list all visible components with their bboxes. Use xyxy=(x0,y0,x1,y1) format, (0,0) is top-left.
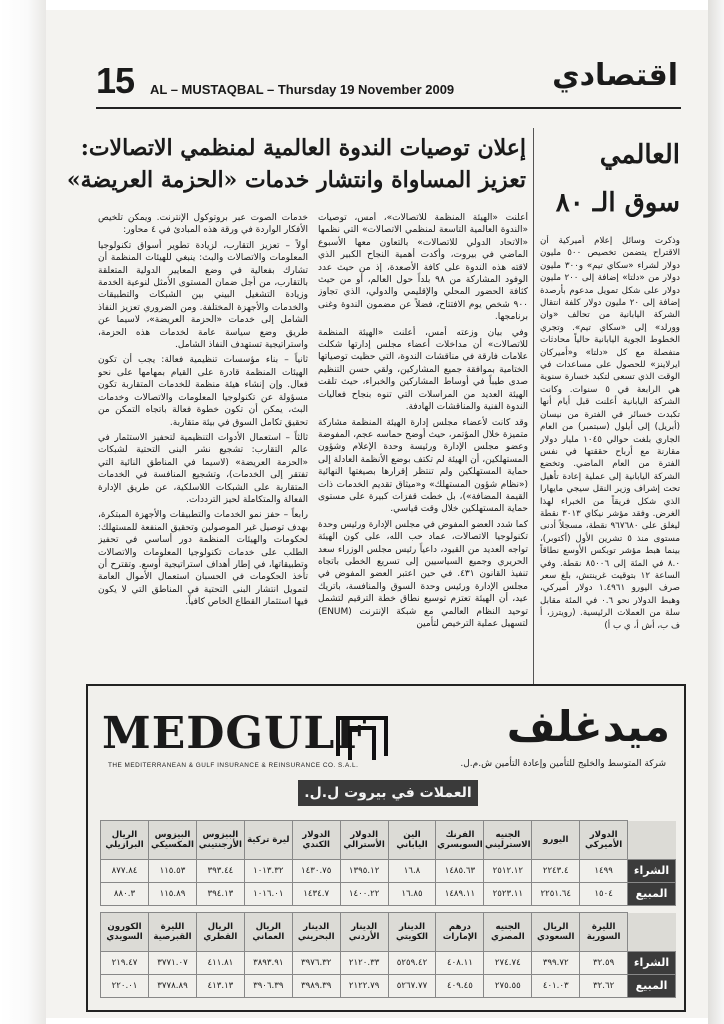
sell-rate: ١٤٣٤.٧ xyxy=(292,883,340,906)
buy-rate: ١٦.٨ xyxy=(388,860,436,883)
sell-row xyxy=(101,883,676,906)
currency-name: اليورو xyxy=(532,821,580,860)
company-name-en: THE MEDITERRANEAN & GULF INSURANCE & REINSURANCE CO. S.A.L. xyxy=(108,762,359,769)
buy-rate: ١١٥.٥٣ xyxy=(149,860,197,883)
buy-rate: ٢٢٤٣.٤ xyxy=(532,860,580,883)
sell-rate: ١٦.٨٥ xyxy=(388,883,436,906)
paragraph: ثانياً – بناء مؤسسات تنظيمية فعالة: يجب أن تكون الهيئات المنظمة قادرة على القيام بمهامها على نحو فعال. وإن إنشاء هيئة منظمة للخدمات المتقاربة تكون مسؤولة عن تكنولوجيا المعلومات والاتصالات وخدمات البث، يمكن أن تكون خطوة فعالة باتجاه التمكن من تحقيق تكامل السوق في بيئة متقاربة. xyxy=(98,355,308,428)
buy-row xyxy=(101,860,676,883)
currency-name: الريال البرازيلي xyxy=(101,821,149,860)
medgulf-advertisement xyxy=(86,684,686,1012)
currency-table-2 xyxy=(100,912,676,998)
sell-rate: ٤٠٩.٤٥ xyxy=(436,975,484,998)
buy-rate: ١٤٣٠.٧٥ xyxy=(292,860,340,883)
right-column-article xyxy=(540,130,680,695)
table-corner xyxy=(628,913,676,952)
page-header xyxy=(96,58,696,108)
sell-rate: ٢٢٠.٠١ xyxy=(101,975,149,998)
currency-name: الدولار الأميركي xyxy=(580,821,628,860)
buy-rate: ١٤٩٩ xyxy=(580,860,628,883)
brand-logo-en: MEDGULF xyxy=(102,708,368,759)
buy-rate: ١٤٨٥.٦٣ xyxy=(436,860,484,883)
table-corner xyxy=(628,821,676,860)
currency-name: الريال السعودي xyxy=(532,913,580,952)
currency-name: الين الياباني xyxy=(388,821,436,860)
table-header-row xyxy=(101,913,676,952)
buy-rate: ١٣٩٥.١٢ xyxy=(340,860,388,883)
buy-rate: ٣٧٧١.٠٧ xyxy=(149,952,197,975)
main-headline xyxy=(66,132,526,196)
buy-row xyxy=(101,952,676,975)
paragraph: خدمات الصوت عبر بروتوكول الإنترنت. ويمكن تلخيص الأفكار الواردة في ورقة هذه المبادئ في ٤ محاور: xyxy=(98,213,308,236)
buy-rate: ١٠١٣.٣٢ xyxy=(244,860,292,883)
buy-label: الشراء xyxy=(628,952,676,975)
sell-rate: ٣٢.٦٢ xyxy=(580,975,628,998)
currency-name: الليرة السورية xyxy=(580,913,628,952)
medgulf-emblem-icon xyxy=(336,716,388,756)
currency-name: البيزوس الأرجنتيني xyxy=(196,821,244,860)
sell-rate: ٤٠١.٠٣ xyxy=(532,975,580,998)
paragraph: أعلنت «الهيئة المنظمة للاتصالات»، أمس، توصيات «الندوة العالمية التاسعة لمنظمي الاتصالات» التي نظمها «الاتحاد الدولي للاتصالات» بالتعاون معها الأسبوع الماضي في بيروت، وأكدت أهمية النجاح الكبير الذي لاقته هذه الندوة على كافة الأصعدة، إذ من حيث عدد الوفود المشاركة من ٩٨ بلداً حول العالم، أو من حيث كثافة الحضور المحلي والإقليمي والدولي، الذي تجاوز ٩٠٠ شخص يوم الافتتاح، فضلاً عن مضمون الندوة وغنى برنامجها. xyxy=(318,213,528,323)
sell-rate: ٢٧٥.٥٥ xyxy=(484,975,532,998)
paragraph: رابعاً – حفز نمو الخدمات والتطبيقات والأجهزة المبتكرة، بهدف توصيل غير الموصولين وتحقيق المنفعة للمستهلك: لحكومات والهيئات المنظمة دور أساسي في تحفيز الطلب على خدمات تكنولوجيا المعلومات والاتصالات وتطبيقاتها، في إطار أهداف استراتيجية أوسع. وتقترح أن تأخذ الحكومات في الحسبان استعمال الأموال العامة لتمويل انتشار البنى التحتية في المناطق التي لا يكون فيها استثمار القطاع الخاص كافياً. xyxy=(98,510,308,608)
currency-name: درهم الإمارات xyxy=(436,913,484,952)
scan-edge-right xyxy=(708,0,724,1024)
buy-rate: ٢١٢٠.٣٣ xyxy=(340,952,388,975)
paragraph: وقد كانت لأعضاء مجلس إدارة الهيئة المنظمة مشاركة متميزة خلال المؤتمر، حيث أوضح حماسه عجم، المفوضة وعضو مجلس الإدارة ورئيسة وحدة الإعلام وشؤون المستهلكين، أن الهيئة لم تكتف بوضع الأنظمة العادلة إلى حماية المستهلكين ولم تنتظر إقرارها بصيغتها النهائية («نظام شؤون المستهلك» و«ميثاق تقديم الخدمات ذات القيمة المضافة»)، بل خطت قفزات كبيرة على مستوى حماية المستهلكين خلال وقت قياسي. xyxy=(318,417,528,515)
company-name-ar: شركة المتوسط والخليج للتأمين وإعادة التأمين ش.م.ل. xyxy=(460,759,666,769)
masthead: AL – MUSTAQBAL – Thursday 19 November 2009 xyxy=(150,82,455,97)
buy-rate: ٣٩٩.٧٢ xyxy=(532,952,580,975)
currency-name: الريال القطري xyxy=(196,913,244,952)
sell-rate: ٢١٢٢.٧٩ xyxy=(340,975,388,998)
paragraph: كما شدد العضو المفوض في مجلس الإدارة ورئيس وحدة تكنولوجيا الاتصالات، عماد حب الله، على كون الهيئة تواجه العديد من القيود، داعياً رئيس مجلس الوزراء سعد الحريري وجميع السياسيين إلى تسريع الخطى باتجاه تنفيذ القانون ٤٣١. في حين اعتبر العضو المفوض في مجلس الإدارة ورئيس وحدة السوق والمنافسة، باتريك عيد، أن الهيئة تعتزم توسيع نطاق خطة الترقيم لتشمل توحيد النظام العالمي مع شبكة الإنترنت (ENUM) لتسهيل عملية الترخيص لتأمين xyxy=(318,519,528,629)
sell-label: المبيع xyxy=(628,883,676,906)
sell-rate: ١٠١٦.٠١ xyxy=(244,883,292,906)
sell-rate: ١٥٠٤ xyxy=(580,883,628,906)
sell-label: المبيع xyxy=(628,975,676,998)
buy-rate: ٢٥١٢.١٢ xyxy=(484,860,532,883)
currency-name: الكورون السويدي xyxy=(101,913,149,952)
currency-name: الليرة القبرصية xyxy=(149,913,197,952)
currency-name: الريال العماني xyxy=(244,913,292,952)
sell-rate: ٣٧٧٨.٨٩ xyxy=(149,975,197,998)
column-divider xyxy=(533,128,534,693)
currency-name: الجنيه الاسترليني xyxy=(484,821,532,860)
headline-line-2: تعزيز المساواة وانتشار خدمات «الحزمة العريضة» xyxy=(66,167,526,193)
buy-rate: ٤١١.٨١ xyxy=(196,952,244,975)
scan-edge xyxy=(0,0,46,1024)
sell-rate: ١٤٠٠.٢٢ xyxy=(340,883,388,906)
currency-name: ليرة تركية xyxy=(244,821,292,860)
currency-banner: العملات في بيروت ل.ل. xyxy=(298,780,478,806)
sell-rate: ٨٨٠.٣ xyxy=(101,883,149,906)
sell-row xyxy=(101,975,676,998)
section-title: اقتصادي xyxy=(552,58,678,93)
buy-rate: ٣٢.٥٩ xyxy=(580,952,628,975)
buy-label: الشراء xyxy=(628,860,676,883)
headline-line-1: إعلان توصيات الندوة العالمية لمنظمي الاتصالات: xyxy=(80,135,526,161)
sell-rate: ٣٩٨٩.٣٩ xyxy=(292,975,340,998)
buy-rate: ٣٩٧٦.٣٢ xyxy=(292,952,340,975)
currency-name: الدولار الكندي xyxy=(292,821,340,860)
article-column-b xyxy=(98,212,308,694)
sell-rate: ١٤٨٩.١١ xyxy=(436,883,484,906)
currency-name: الدينار البحريني xyxy=(292,913,340,952)
sell-rate: ٢٢٥١.٦٤ xyxy=(532,883,580,906)
sell-rate: ٣٩٤.١٣ xyxy=(196,883,244,906)
sell-rate: ٣٩٠٦.٣٩ xyxy=(244,975,292,998)
currency-name: الدينار الكويتي xyxy=(388,913,436,952)
paragraph: أولاً – تعزيز التقارب، لزيادة تطوير أسواق تكنولوجيا المعلومات والاتصالات والبث: ينبغي للهيئات المنظمة أن تشارك بفعالية في وضع المعايير الدولية المتعلقة بالتقارب، من أجل ضمان المستوى الأمثل لنوعية الخدمة وزيادة التشغيل البيني بين الشبكات والتطبيقات والخدمات والأجهزة المختلفة. ومن الضروري تعزيز النفاذ الشامل إلى خدمات «الحزمة العريضة»، لاسيما عن طريق وضع سياسة عامة لخدمات هذه الحزمة، واستراتيجية تستهدف النفاذ الشامل. xyxy=(98,240,308,351)
buy-rate: ٢٧٤.٧٤ xyxy=(484,952,532,975)
buy-rate: ٤٠٨.١١ xyxy=(436,952,484,975)
currency-name: الدولار الأسترالي xyxy=(340,821,388,860)
currency-table-1 xyxy=(100,820,676,906)
right-headline-1: العالمي xyxy=(599,140,680,170)
buy-rate: ٢١٩.٤٧ xyxy=(101,952,149,975)
article-column-a xyxy=(318,212,528,694)
page-number: 15 xyxy=(96,60,135,101)
header-rule xyxy=(96,107,681,109)
paragraph: ثالثاً – استعمال الأدوات التنظيمية لتحفيز الاستثمار في عالم التقارب: تشجيع نشر البنى التحتية لشبكات «الحزمة العريضة» (لاسيما في المناطق النائية التي تفتقر إلى الخدمات)، وتشجيع المنافسة في الخدمات المتقاربة على الشبكات اللاسلكية، عن طريق الإدارة الفعالة والمتكاملة لحيز الترددات. xyxy=(98,432,308,505)
currency-name: البيزوس المكسيكي xyxy=(149,821,197,860)
sell-rate: ١١٥.٨٩ xyxy=(149,883,197,906)
buy-rate: ٨٧٧.٨٤ xyxy=(101,860,149,883)
sell-rate: ٥٢٦٧.٧٧ xyxy=(388,975,436,998)
buy-rate: ٥٢٥٩.٤٢ xyxy=(388,952,436,975)
paragraph: وفي بيان وزعته أمس، أعلنت «الهيئة المنظمة للاتصالات» أن مداخلات أعضاء مجلس إدارتها شكلت علامات فارقة في مناقشات الندوة، التي حظيت توصياتها الختامية بموافقة جميع المشاركين، ولقي حسن التنظيم صدى طيباً في أوساط المشاركين والخبراء، حيث تلقت الهيئة العديد من المراسلات التي تنوه بنجاح فعاليات الندوة الفنية والمناقشات الهادفة. xyxy=(318,327,528,413)
currency-name: الدينار الأردني xyxy=(340,913,388,952)
right-headline-2: سوق الـ ٨٠ xyxy=(555,188,680,218)
currency-name: الفرنك السويسري xyxy=(436,821,484,860)
buy-rate: ٣٩٣.٤٤ xyxy=(196,860,244,883)
sell-rate: ٤١٣.١٣ xyxy=(196,975,244,998)
buy-rate: ٣٨٩٣.٩١ xyxy=(244,952,292,975)
table-header-row xyxy=(101,821,676,860)
right-column-body: وذكرت وسائل إعلام أميركية أن الاقتراح يتضمن تخصيص ٥٠٠ مليون دولار لشراء «سكاي تيم» و٣٠٠ مليون دولار من «دلتا» إضافة إلى ٢٠٠ مليون دولار على شكل تمويل مدعوم بأرصدة إضافة إلى ٢٠ مليون دولار كلفة انتقال الشركة اليابانية من تحالف «وان وورلد» إلى «سكاي تيم». وتجري الخطوط الجوية اليابانية حالياً محادثات منفصلة مع كل «دلتا» و«أميركان ايرلاينز» للحصول على مساعدات في الوقت الذي تسعى لتكبد خسارة سنوية هي الرابعة في ٥ سنوات. وكانت الشركة اليابانية أعلنت قبل أيام أنها تكبدت خسائر في الفترة من نيسان (أبريل) إلى أيلول (سبتمبر) من العام الجاري بلغت حوالي ١٠٤٥ مليار دولار مقارنة مع أرباح حققتها في نفس الفترة من العام الماضي. وتخضع الشركة اليابانية إلى عملية إعادة تأهيل تحت إشراف وزير النقل سيجي مايهارا الذي شكل فريقاً من الخبراء لهذا الغرض. وفقد مؤشر نيكاي ٣٠١٣ نقطة ليغلق على ٩٦٧٦٨٠ نقطة، مسجلاً أدنى مستوى منذ ٥ تشرين الأول (أكتوبر)، بينما هبط مؤشر توبكس الأوسع نطاقاً ٨.٠ في المئة إلى ٨٥٠٠٦ نقطة. وفي الساعة ١٢ بتوقيت غرينتش، بلغ سعر صرف اليورو ١.٤٩٦١ دولار أميركي، وهبط الدولار نحو ٠.٦ في المئة مقابل سلة من العملات الرئيسية. (رويترز، أ ف ب، أش أ، ي ب أ) xyxy=(540,236,680,631)
brand-logo-ar: ميدغلف xyxy=(506,702,670,751)
currency-name: الجنيه المصري xyxy=(484,913,532,952)
sell-rate: ٢٥٢٣.١١ xyxy=(484,883,532,906)
